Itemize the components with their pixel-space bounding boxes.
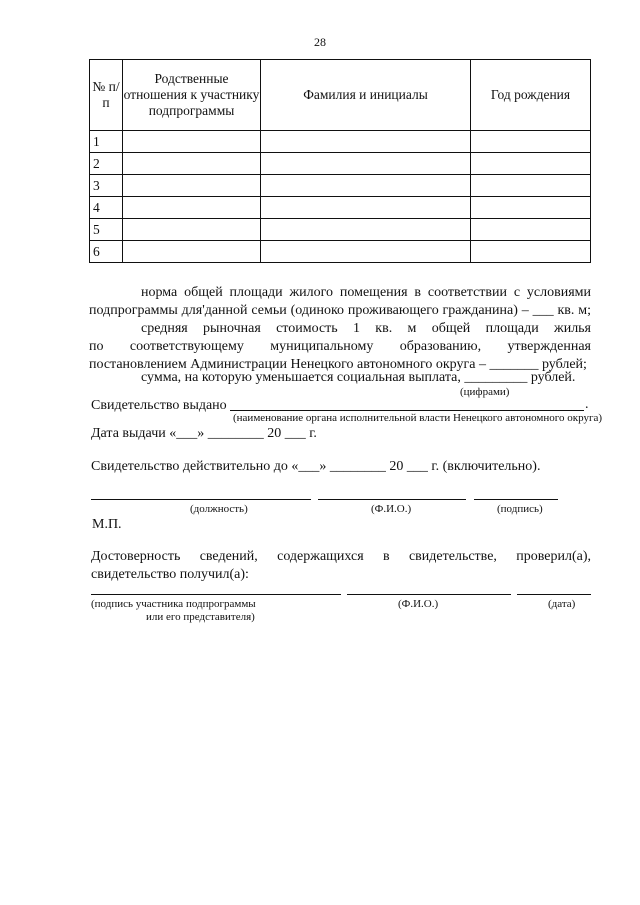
verification-fio-caption: (Ф.И.О.) (398, 598, 439, 610)
name-cell (261, 131, 471, 153)
relation-cell (123, 175, 261, 197)
participant-signature-caption-1: (подпись участника подпрограммы (91, 598, 256, 610)
issued-note: (наименование органа исполнительной власти Ненецкого автономного округа) (233, 412, 603, 424)
table-row (90, 241, 591, 263)
table-row (90, 219, 591, 241)
table-row (90, 153, 591, 175)
table-row (90, 197, 591, 219)
signature-caption: (подпись) (497, 503, 543, 515)
signature-line (474, 499, 558, 500)
reduction-line: сумма, на которую уменьшается социальная выплата, _________ рублей. (141, 370, 576, 385)
column-header-name: Фамилия и инициалы (261, 60, 471, 131)
birth-year-cell (471, 219, 591, 241)
name-cell (261, 219, 471, 241)
column-header-relation: Родственные отношения к участнику подпрограммы (123, 60, 261, 131)
column-header-number: № п/п (90, 60, 123, 131)
issued-label: Свидетельство выдано (91, 398, 227, 413)
birth-year-cell (471, 153, 591, 175)
issued-underline (230, 410, 584, 411)
name-cell (261, 241, 471, 263)
row-number: 3 (90, 175, 123, 197)
birth-year-cell (471, 175, 591, 197)
relation-cell (123, 131, 261, 153)
relation-cell (123, 153, 261, 175)
fio-caption: (Ф.И.О.) (371, 503, 412, 515)
table-row (90, 175, 591, 197)
reduction-note: (цифрами) (460, 386, 510, 398)
relation-cell (123, 197, 261, 219)
verification-date-caption: (дата) (548, 598, 576, 610)
name-cell (261, 175, 471, 197)
position-caption: (должность) (190, 503, 248, 515)
participant-signature-caption-2: или его представителя) (146, 611, 255, 623)
norm-line-2: подпрограммы для'данной семьи (одиноко проживающего гражданина) – ___ кв. м; (89, 303, 591, 318)
avg-cost-line-1: средняя рыночная стоимость 1 кв. м общей площади жилья (141, 321, 591, 336)
relation-cell (123, 241, 261, 263)
avg-cost-line-3: постановлением Администрации Ненецкого автономного округа – _______ рублей; (89, 357, 587, 372)
birth-year-cell (471, 131, 591, 153)
position-line (91, 499, 311, 500)
name-cell (261, 197, 471, 219)
participant-signature-line (91, 594, 341, 595)
row-number: 4 (90, 197, 123, 219)
avg-cost-line-2: по соответствующему муниципальному образованию, утвержденная (89, 339, 591, 354)
verification-line-1: Достоверность сведений, содержащихся в свидетельстве, проверил(а), (91, 549, 591, 564)
verification-line-2: свидетельство получил(а): (91, 567, 249, 582)
row-number: 5 (90, 219, 123, 241)
row-number: 6 (90, 241, 123, 263)
birth-year-cell (471, 241, 591, 263)
column-header-birth-year: Год рождения (471, 60, 591, 131)
row-number: 2 (90, 153, 123, 175)
seal-placeholder: М.П. (92, 517, 122, 532)
family-members-table (89, 59, 591, 263)
verification-date-line (517, 594, 591, 595)
issue-date: Дата выдачи «___» ________ 20 ___ г. (91, 426, 317, 441)
birth-year-cell (471, 197, 591, 219)
page-number: 28 (314, 35, 326, 49)
norm-line-1: норма общей площади жилого помещения в соответствии с условиями (141, 285, 591, 300)
table-header-row (90, 60, 591, 131)
issued-trail: . (585, 397, 589, 412)
verification-fio-line (347, 594, 511, 595)
valid-until: Свидетельство действительно до «___» ________ 20 ___ г. (включительно). (91, 459, 541, 474)
relation-cell (123, 219, 261, 241)
row-number: 1 (90, 131, 123, 153)
name-cell (261, 153, 471, 175)
fio-line (318, 499, 466, 500)
table-row (90, 131, 591, 153)
